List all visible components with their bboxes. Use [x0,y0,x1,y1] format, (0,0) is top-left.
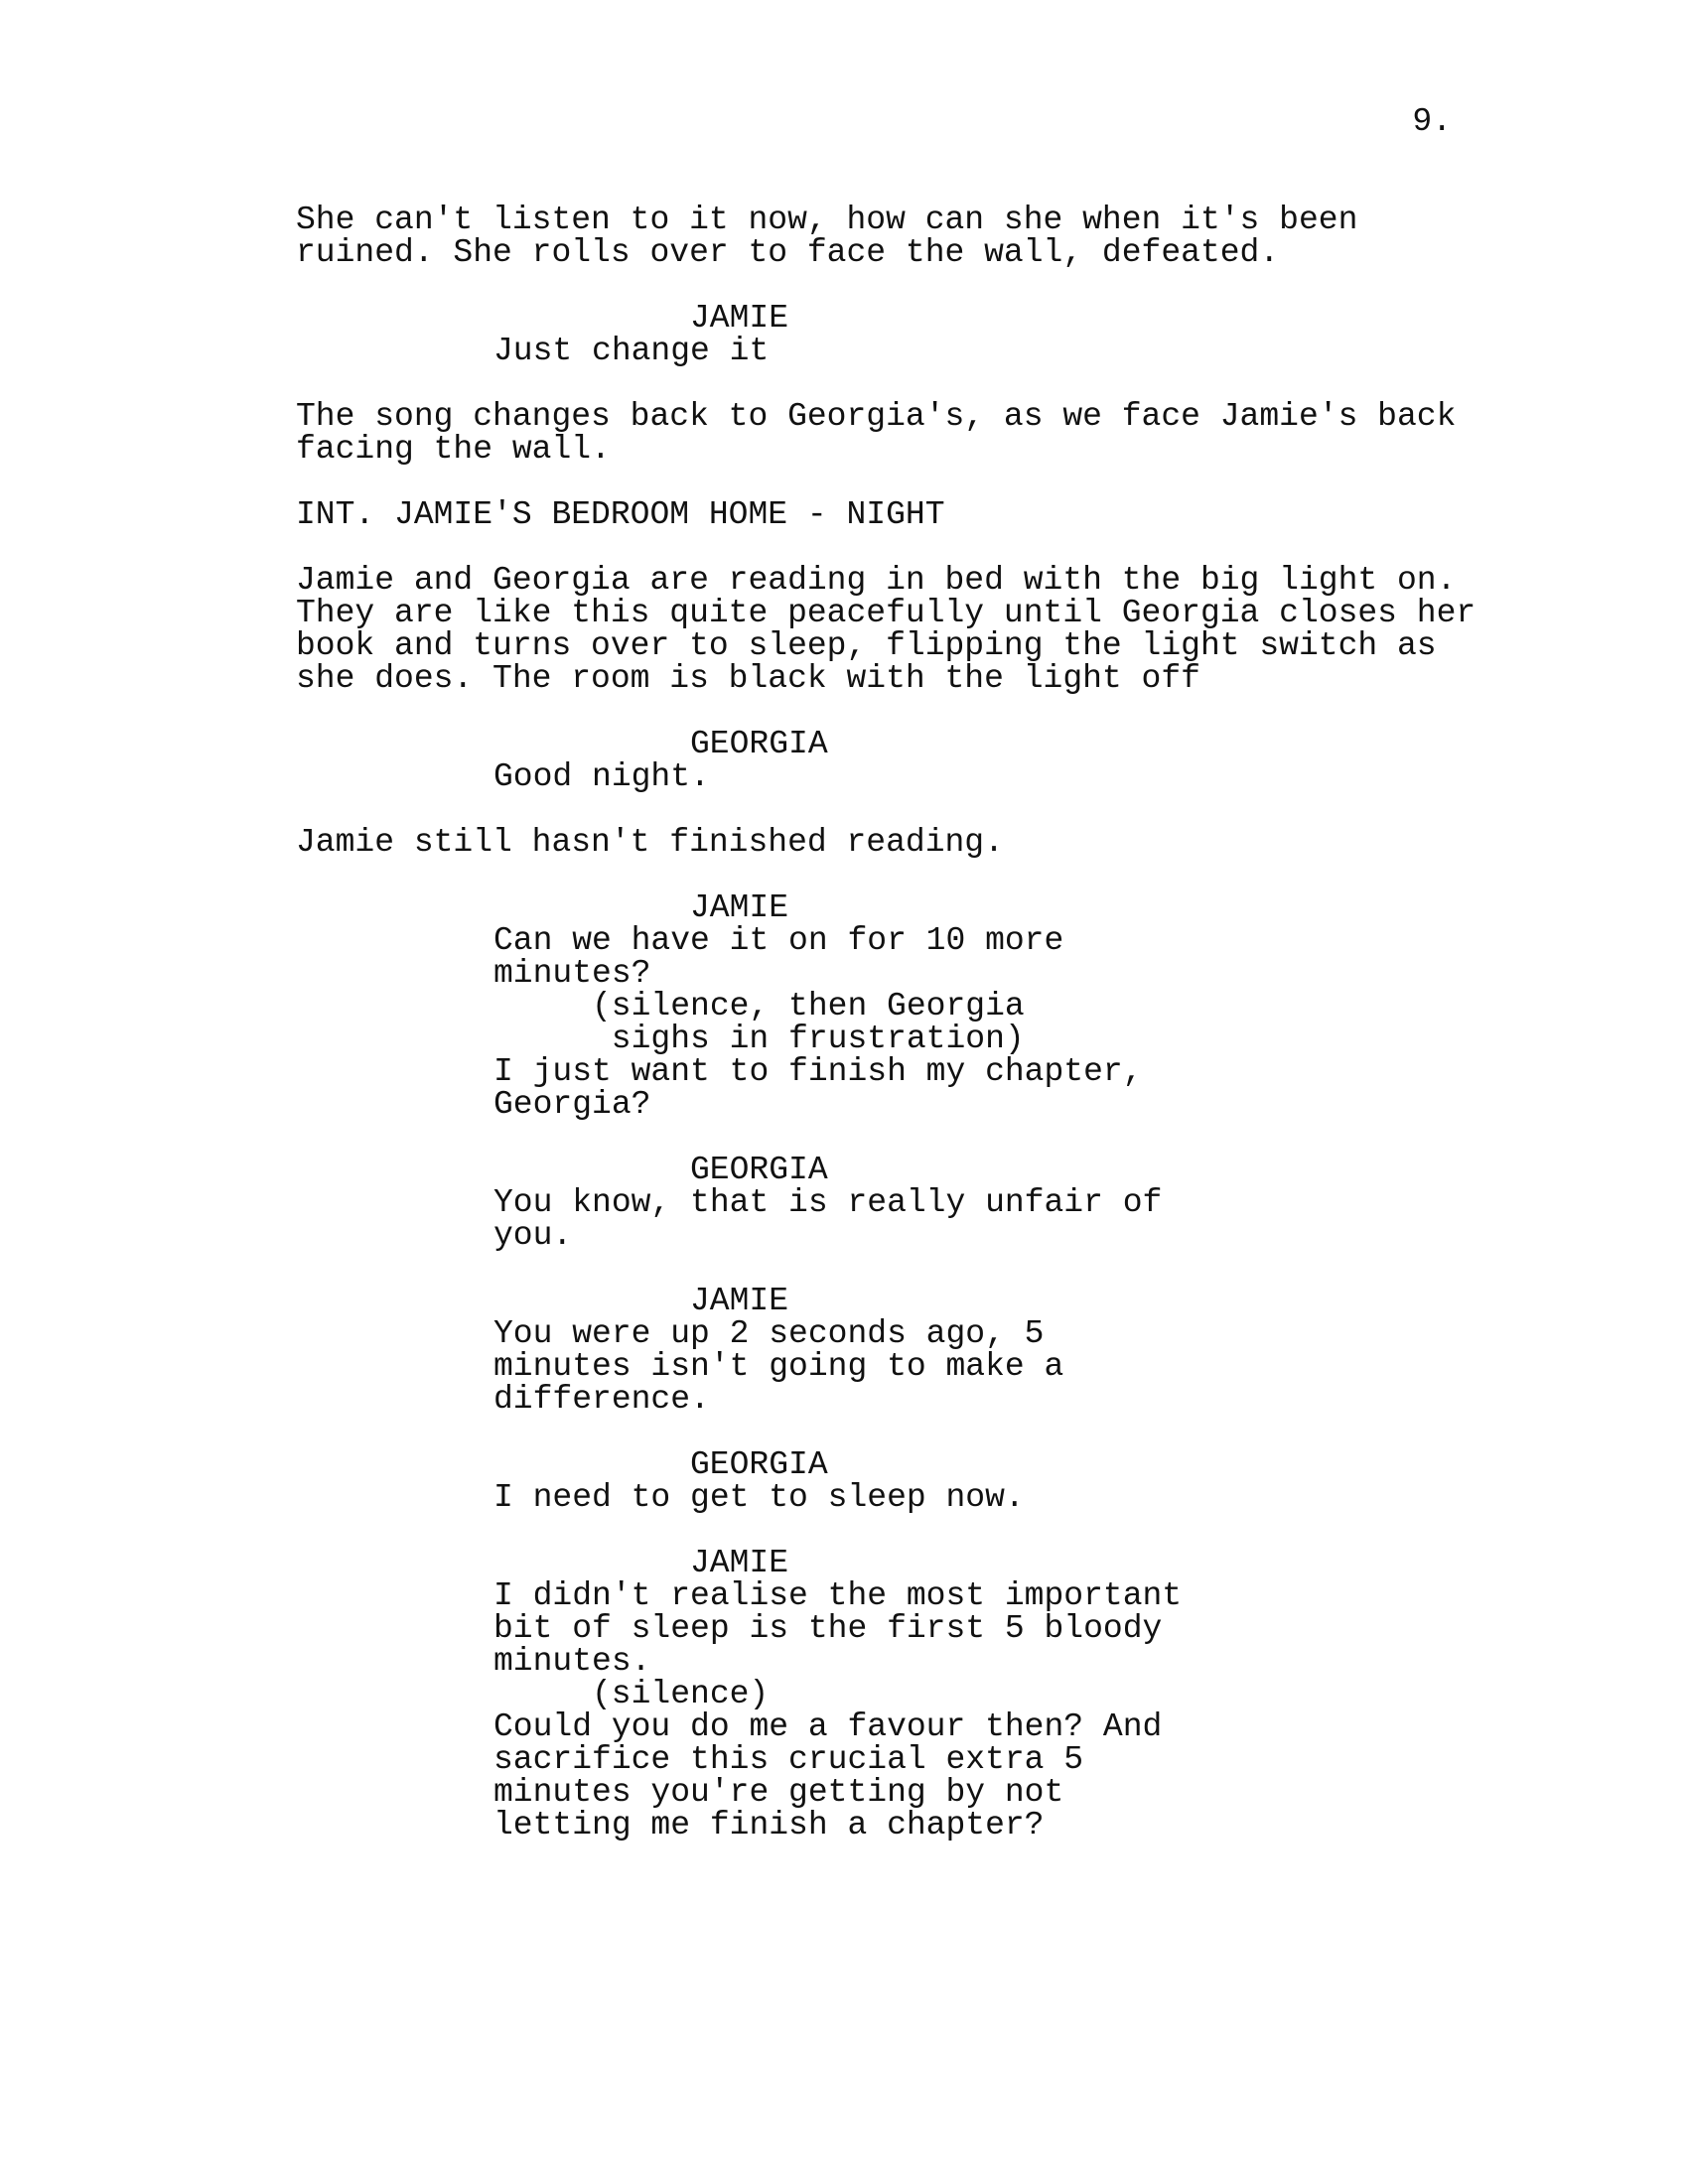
script-line: JAMIE [690,1545,789,1581]
screenplay-body [296,204,1507,1842]
script-line: minutes? [493,955,651,992]
character-name [296,1448,1507,1481]
spacer [296,367,1507,400]
character-name [296,1154,1507,1186]
script-line: Jamie still hasn't finished reading. [296,824,1004,861]
script-line: You were up 2 seconds ago, 5 [493,1315,1045,1352]
script-line: She can't listen to it now, how can she when it's been [296,202,1358,238]
character-name [296,302,1507,335]
dialogue-block [296,1317,1507,1416]
script-line: GEORGIA [690,1446,828,1483]
action-block [296,564,1507,695]
script-line: I need to get to sleep now. [493,1479,1025,1516]
script-line: JAMIE [690,1283,789,1319]
spacer [296,269,1507,302]
script-line: You know, that is really unfair of [493,1184,1163,1221]
script-line: They are like this quite peacefully until Georgia closes her [296,595,1477,631]
action-block [296,826,1507,859]
script-line: minutes you're getting by not [493,1774,1064,1811]
script-line: facing the wall. [296,431,611,468]
spacer [296,531,1507,564]
dialogue-block [296,1481,1507,1514]
script-line: ruined. She rolls over to face the wall, defeated. [296,234,1280,271]
script-line: sighs in frustration) [592,1021,1025,1057]
parenthetical [296,1678,1507,1710]
script-line: she does. The room is black with the light off [296,660,1200,697]
script-line: minutes isn't going to make a [493,1348,1064,1385]
page-number: 9. [1412,103,1452,140]
spacer [296,793,1507,826]
spacer [296,1416,1507,1448]
spacer [296,859,1507,891]
script-line: letting me finish a chapter? [493,1807,1045,1843]
script-line: you. [493,1217,573,1254]
parenthetical [296,990,1507,1055]
dialogue-block [296,1055,1507,1121]
script-line: GEORGIA [690,726,828,762]
dialogue-block [296,335,1507,367]
dialogue-block [296,1579,1507,1678]
script-line: Can we have it on for 10 more [493,922,1064,959]
script-line: Georgia? [493,1086,651,1123]
script-line: book and turns over to sleep, flipping the light switch as [296,627,1437,664]
dialogue-block [296,1186,1507,1252]
script-line: JAMIE [690,889,789,926]
script-line: INT. JAMIE'S BEDROOM HOME - NIGHT [296,496,945,533]
action-block [296,204,1507,269]
script-line: bit of sleep is the first 5 bloody [493,1610,1163,1647]
script-line: (silence, then Georgia [592,988,1025,1024]
dialogue-block [296,1710,1507,1842]
spacer [296,1252,1507,1285]
script-line: The song changes back to Georgia's, as we face Jamie's back [296,398,1457,435]
script-line: GEORGIA [690,1152,828,1188]
script-line: (silence) [592,1676,770,1712]
script-line: I didn't realise the most important [493,1577,1183,1614]
spacer [296,695,1507,728]
character-name [296,728,1507,760]
scene-heading [296,498,1507,531]
dialogue-block [296,760,1507,793]
character-name [296,1547,1507,1579]
spacer [296,1514,1507,1547]
script-line: Just change it [493,333,770,369]
action-block [296,400,1507,466]
dialogue-block [296,924,1507,990]
script-line: I just want to finish my chapter, [493,1053,1143,1090]
character-name [296,1285,1507,1317]
script-line: Good night. [493,758,710,795]
script-line: Jamie and Georgia are reading in bed with the big light on. [296,562,1457,599]
spacer [296,466,1507,498]
script-line: minutes. [493,1643,651,1680]
script-line: JAMIE [690,300,789,337]
character-name [296,891,1507,924]
script-line: Could you do me a favour then? And [493,1708,1163,1745]
script-line: difference. [493,1381,710,1418]
script-line: sacrifice this crucial extra 5 [493,1741,1084,1778]
spacer [296,1121,1507,1154]
